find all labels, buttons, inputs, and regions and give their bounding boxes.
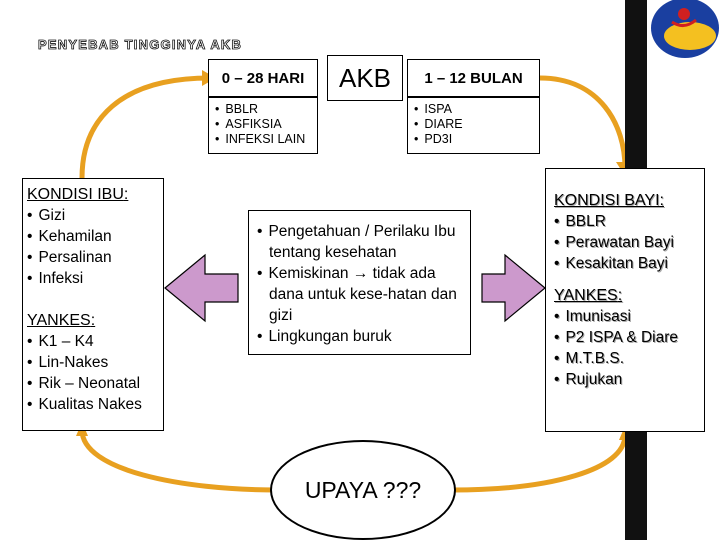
top-left-arc — [82, 78, 210, 178]
left-header-box — [208, 59, 318, 97]
list-item: • Imunisasi — [554, 306, 698, 327]
list-item: • ASFIKSIA — [215, 117, 311, 132]
list-item: • INFEKSI LAIN — [215, 132, 311, 147]
list-item: • Kualitas Nakes — [27, 394, 159, 415]
list-item: • DIARE — [414, 117, 533, 132]
list-item: • Pengetahuan / Perilaku Ibu tentang kesehatan — [257, 221, 462, 263]
list-item: • Perawatan Bayi — [554, 232, 698, 253]
list-item: • BBLR — [554, 211, 698, 232]
right-arrow — [482, 255, 545, 321]
list-item: • Kesakitan Bayi — [554, 253, 698, 274]
left-causes-box — [208, 97, 318, 154]
list-item: • Rik – Neonatal — [27, 373, 159, 394]
left-arrow — [165, 255, 238, 321]
list-item: • Lin-Nakes — [27, 352, 159, 373]
right-causes-list — [414, 102, 533, 147]
right-causes-box — [407, 97, 540, 154]
left-causes-list — [215, 102, 311, 147]
list-item: • Rujukan — [554, 369, 698, 390]
list-item: • Persalinan — [27, 247, 159, 268]
list-item: • M.T.B.S. — [554, 348, 698, 369]
list-item: • BBLR — [215, 102, 311, 117]
list-item: • Infeksi — [27, 268, 159, 289]
list-item: • K1 – K4 — [27, 331, 159, 352]
list-item: • PD3I — [414, 132, 533, 147]
list-item: • Kehamilan — [27, 226, 159, 247]
center-factors-list — [257, 221, 462, 347]
list-item: • P2 ISPA & Diare — [554, 327, 698, 348]
bottom-right-arc — [452, 435, 625, 490]
kondisi-bayi-list — [554, 211, 698, 274]
yankes-bayi-heading: YANKES: — [554, 287, 623, 304]
list-item: • Kemiskinan → tidak ada dana untuk kese-hatan dan gizi — [257, 263, 462, 326]
bottom-left-arc — [82, 430, 278, 490]
yankes-ibu-list — [27, 331, 159, 415]
upaya-label: UPAYA ??? — [304, 476, 422, 503]
kondisi-bayi-heading: KONDISI BAYI: — [554, 192, 664, 209]
corner-logo-yellow — [664, 22, 716, 50]
kondisi-bayi-box — [545, 168, 705, 432]
list-item: • Lingkungan buruk — [257, 326, 462, 347]
right-header-box — [407, 59, 540, 97]
right-header-label: 1 – 12 BULAN — [424, 69, 523, 87]
list-item: • ISPA — [414, 102, 533, 117]
yankes-ibu-heading: YANKES: — [27, 312, 96, 329]
corner-logo-red — [678, 8, 690, 20]
page-title: PENYEBAB TINGGINYA AKB — [38, 37, 243, 52]
center-akb-label: AKB — [338, 62, 392, 93]
center-factors-box — [248, 210, 471, 355]
kondisi-ibu-list — [27, 205, 159, 289]
yankes-bayi-list — [554, 306, 698, 390]
list-item: • Gizi — [27, 205, 159, 226]
top-right-arc — [540, 78, 625, 168]
center-akb-box — [327, 55, 403, 101]
left-header-label: 0 – 28 HARI — [221, 69, 305, 87]
kondisi-ibu-heading: KONDISI IBU: — [27, 186, 129, 203]
upaya-oval — [270, 440, 456, 540]
kondisi-ibu-box — [22, 178, 164, 431]
